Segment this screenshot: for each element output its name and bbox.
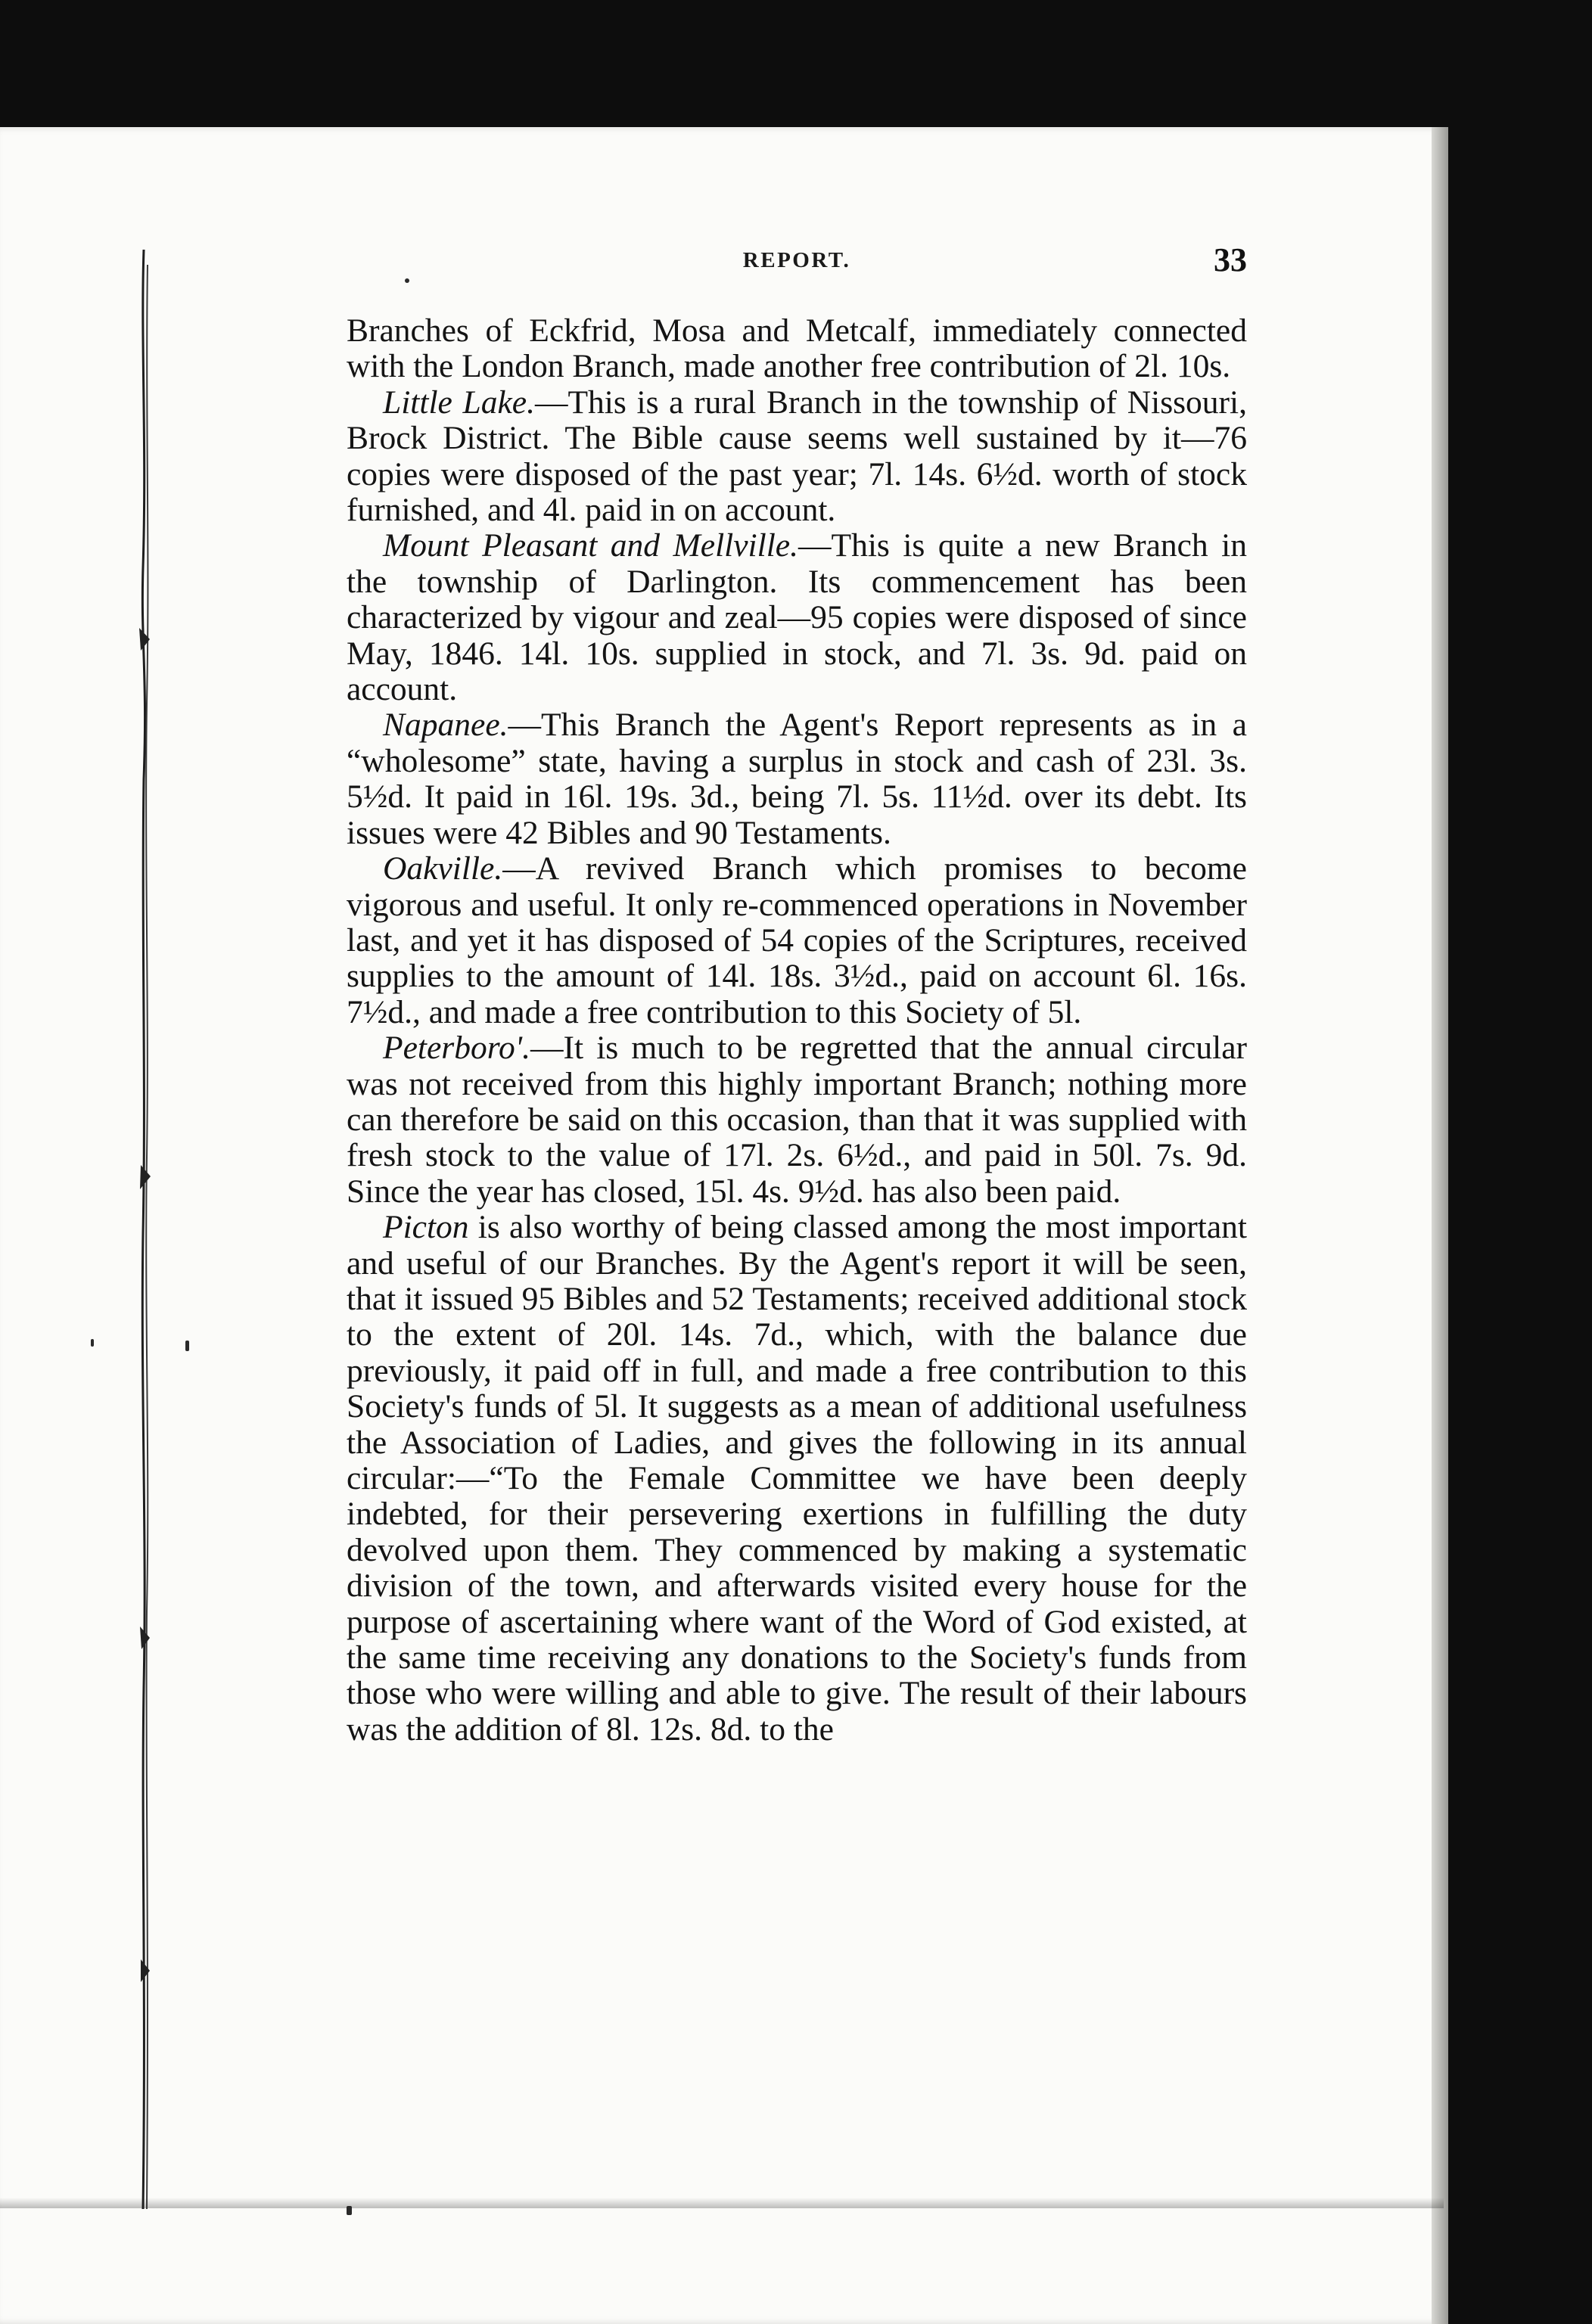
paragraph-picton [347,1210,1247,1748]
body-text [347,313,1247,1748]
ink-speck [91,1339,94,1347]
branch-name: Picton [383,1209,469,1246]
binding-stitch-icon [136,250,154,2209]
paragraph-little-lake [347,385,1247,529]
paragraph-text: Branches of Eckfrid, Mosa and Metcalf, immediately connected with the London Branch, made another free contribution of 2l. 10s. [347,312,1247,385]
branch-name: Mount Pleasant and Mellville. [383,527,798,564]
paragraph-text: —This is quite a new Branch in the township of Darlington. Its commencement has been characterized by vigour and zeal—95 copies were disposed of since May, 1846. 14l. 10s. supplied in stock, and 7l. 3s. 9d. paid on account. [347,527,1248,708]
paragraph-text: —A revived Branch which promises to become vigorous and useful. It only re-commenced operations in November last, and yet it has disposed of 54 copies of the Scriptures, received supplies to the amount of 14l. 18s. 3½d., paid on account 6l. 16s. 7½d., and made a free contribution to this Society of 5l. [347,850,1247,1030]
paragraph-text: —It is much to be regretted that the annual circular was not received from this highly important Branch; nothing more can therefore be said on this occasion, than that it was supplied with fresh stock to the value of 17l. 2s. 6½d., and paid in 50l. 7s. 9d. Since the year has closed, 15l. 4s. 9½d. has also been paid. [347,1030,1247,1210]
paragraph-text: is also worthy of being classed among the most important and useful of our Branches. By the Agent's report it will be seen, that it issued 95 Bibles and 52 Testaments; received additional stock to the extent of 20l. 14s. 7d., which, with the balance due previously, it paid off in full, and made a free contribution to this Society's funds of 5l. It suggests as a mean of additional usefulness the Association of Ladies, and gives the following in its annual circular:—“To the Female Committee we have been deeply indebted, for their persevering exertions in fulfilling the duty devolved upon them. They commenced by making a systematic division of the town, and afterwards visited every house for the purpose of ascertaining where want of the Word of God existed, at the same time receiving any donations to the Society's funds from those who were willing and able to give. The result of their labours was the addition of 8l. 12s. 8d. to the [347,1209,1247,1748]
ink-speck [347,2206,352,2215]
branch-name: Napanee. [383,707,508,744]
paragraph-mount-pleasant [347,528,1247,707]
paragraph-napanee [347,707,1247,851]
paragraph-text: —This Branch the Agent's Report represents as in a “wholesome” state, having a surplus in stock and cash of 23l. 3s. 5½d. It paid in 16l. 19s. 3d., being 7l. 5s. 11½d. over its debt. Its issues were 42 Bibles and 90 Testaments. [347,707,1247,851]
ink-speck [185,1341,189,1351]
page-number: 33 [1214,241,1247,278]
paragraph-text: —This is a rural Branch in the township of Nissouri, Brock District. The Bible cause seems well sustained by it—76 copies were disposed of the past year; 7l. 14s. 6½d. worth of stock furnished, and 4l. paid in on account. [347,384,1248,529]
branch-name: Little Lake. [383,384,535,421]
binding-stitch [136,250,154,2209]
paragraph-peterboro [347,1030,1247,1210]
paragraph-branches [347,313,1247,385]
paragraph-oakville [347,851,1247,1030]
branch-name: Peterboro'. [383,1030,530,1067]
branch-name: Oakville. [383,850,503,887]
running-title: REPORT. [742,248,851,272]
page-bottom-shadow [0,2198,1444,2208]
running-head [347,241,1247,286]
page-edge [1432,127,1448,2324]
